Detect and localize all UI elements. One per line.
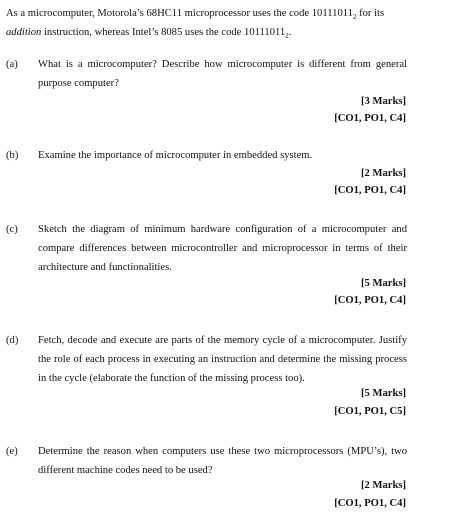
- question-label: (b): [6, 150, 19, 161]
- co-po-label: [CO1, PO1, C4]: [334, 113, 406, 124]
- intro-paragraph: [6, 4, 411, 42]
- marks-label: [2 Marks]: [360, 480, 406, 491]
- marks-label: [5 Marks]: [360, 278, 406, 289]
- co-po-label: [CO1, PO1, C5]: [334, 406, 406, 417]
- marks-label: [3 Marks]: [360, 96, 406, 107]
- question-text: Determine the reason when computers use these two microprocessors (MPU’s), two different machine codes need to be used?: [38, 446, 407, 476]
- question-text: What is a microcomputer? Describe how microcomputer is different from general purpose computer?: [38, 59, 407, 89]
- question-label: (c): [6, 224, 18, 235]
- marks-label: [5 Marks]: [360, 388, 406, 399]
- intro-text-part1: As a microcomputer, Motorola’s 68HC11 microprocessor uses the code 10111011: [6, 8, 353, 19]
- intro-text-part4: .: [288, 27, 292, 38]
- intro-text-part2: for its: [356, 8, 385, 19]
- marks-label: [2 Marks]: [360, 168, 406, 179]
- co-po-label: [CO1, PO1, C4]: [334, 185, 406, 196]
- intro-subscript-2: 2: [285, 32, 289, 41]
- co-po-label: [CO1, PO1, C4]: [334, 498, 406, 509]
- question-text: Sketch the diagram of minimum hardware configuration of a microcomputer and compare differences between microcontroller and microprocessor in terms of their architecture and functionalities.: [38, 224, 407, 273]
- intro-text-part3: instruction, whereas Intel’s 8085 uses the code 10111011: [41, 27, 286, 38]
- question-label: (d): [6, 335, 19, 346]
- question-label: (a): [6, 59, 18, 70]
- intro-italic-addition: addition: [6, 27, 42, 38]
- co-po-label: [CO1, PO1, C4]: [334, 295, 406, 306]
- question-text: Examine the importance of microcomputer in embedded system.: [38, 150, 313, 161]
- intro-subscript-1: 2: [352, 13, 357, 22]
- question-text: Fetch, decode and execute are parts of the memory cycle of a microcomputer. Justify the role of each process in executing an instruction and determine the missing process in the cycle (elaborate the function of the missing process too).: [38, 335, 407, 384]
- question-label: (e): [6, 446, 18, 457]
